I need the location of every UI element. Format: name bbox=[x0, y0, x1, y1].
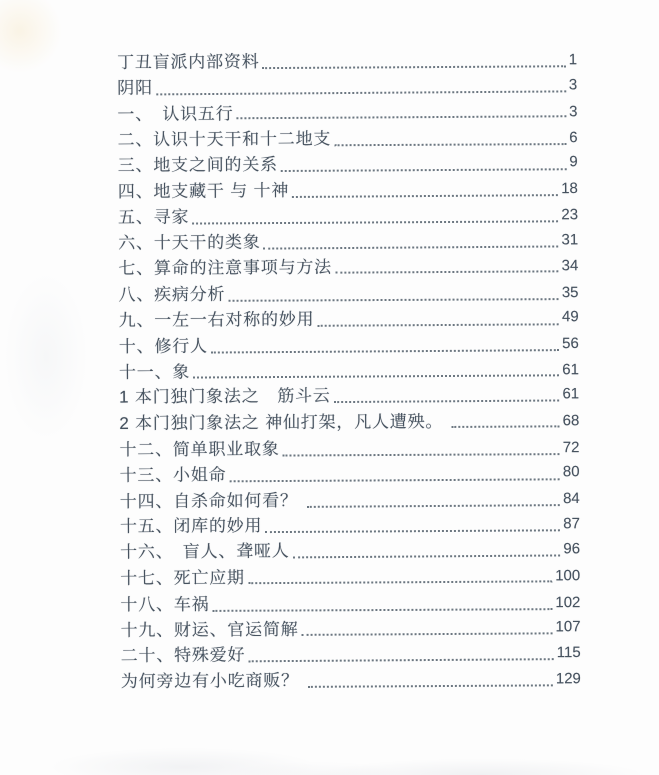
toc-entry bbox=[120, 563, 580, 592]
toc-entry bbox=[120, 536, 580, 565]
dotted-leader bbox=[334, 400, 560, 404]
toc-entry bbox=[118, 227, 578, 256]
toc-entry-page-number: 49 bbox=[561, 308, 579, 326]
dotted-leader bbox=[193, 375, 559, 379]
toc-entry-title: 十八、车祸 bbox=[120, 594, 210, 615]
dotted-leader bbox=[335, 270, 559, 273]
dotted-leader bbox=[334, 143, 566, 146]
toc-entry-page-number: 35 bbox=[561, 284, 579, 302]
toc-entry bbox=[119, 331, 579, 360]
toc-entry-page-number: 80 bbox=[562, 462, 580, 481]
toc-entry-page-number: 1 bbox=[568, 51, 578, 69]
toc-entry-page-number: 6 bbox=[569, 129, 578, 147]
toc-entry-title: 阴阳 bbox=[117, 78, 153, 98]
toc-entry-title: 九、一左一右对称的妙用 bbox=[118, 309, 315, 330]
toc-entry bbox=[118, 202, 578, 231]
dotted-leader bbox=[229, 478, 560, 482]
toc-entry-title: 十七、死亡应期 bbox=[120, 568, 245, 588]
toc-entry-page-number: 56 bbox=[562, 334, 579, 352]
toc-entry-title: 十一、象 bbox=[118, 362, 191, 382]
toc-entry-page-number: 87 bbox=[563, 515, 580, 533]
toc-entry bbox=[119, 408, 579, 437]
dotted-leader bbox=[237, 116, 567, 120]
toc-entry bbox=[118, 150, 578, 179]
toc-entry bbox=[121, 666, 581, 695]
toc-entry-page-number: 61 bbox=[562, 360, 580, 378]
dotted-leader bbox=[317, 323, 559, 326]
toc-entry-title: 2 本门独门象法之 神仙打架，凡人遭殃。 bbox=[119, 412, 449, 434]
toc-entry-title: 十九、财运、官运简解 bbox=[120, 619, 299, 640]
dotted-leader bbox=[293, 554, 561, 558]
toc-entry bbox=[120, 590, 580, 618]
dotted-leader bbox=[248, 580, 552, 584]
toc-entry bbox=[120, 486, 580, 515]
toc-entry-title: 六、十天干的类象 bbox=[118, 232, 261, 253]
toc-entry-page-number: 18 bbox=[561, 179, 578, 198]
toc-entry-page-number: 3 bbox=[568, 102, 578, 120]
toc-entry-title: 七、算命的注意事项与方法 bbox=[118, 258, 333, 279]
toc-entry bbox=[120, 615, 580, 644]
toc-entry-page-number: 9 bbox=[569, 153, 578, 171]
toc-entry-page-number: 31 bbox=[561, 230, 579, 249]
toc-entry bbox=[119, 435, 579, 463]
toc-entry-page-number: 115 bbox=[556, 644, 581, 662]
toc-entry bbox=[119, 382, 579, 411]
toc-entry-title: 十二、简单职业取象 bbox=[119, 439, 280, 460]
dotted-leader bbox=[452, 425, 560, 428]
dotted-leader bbox=[302, 633, 553, 637]
toc-entry bbox=[117, 72, 577, 101]
toc-entry-page-number: 96 bbox=[563, 540, 581, 558]
toc-entry bbox=[118, 176, 578, 205]
toc-entry bbox=[118, 254, 578, 283]
dotted-leader bbox=[248, 658, 553, 662]
toc-entry-title: 十、修行人 bbox=[118, 336, 208, 356]
toc-entry bbox=[121, 640, 581, 669]
toc-entry-title: 三、地支之间的关系 bbox=[117, 155, 278, 176]
table-of-contents bbox=[117, 47, 581, 695]
toc-entry-title: 二十、特殊爱好 bbox=[120, 645, 246, 666]
toc-entry-page-number: 84 bbox=[562, 489, 580, 507]
toc-entry-title: 八、疾病分析 bbox=[118, 284, 226, 305]
toc-entry-page-number: 107 bbox=[555, 617, 581, 635]
dotted-leader bbox=[228, 298, 559, 302]
toc-entry bbox=[117, 125, 577, 153]
dotted-leader bbox=[212, 608, 552, 612]
toc-entry-title: 十六、 盲人、聋哑人 bbox=[119, 541, 290, 562]
toc-entry-page-number: 100 bbox=[555, 567, 581, 585]
toc-entry-title: 一、 认识五行 bbox=[117, 103, 234, 124]
toc-entry-title: 为何旁边有小吃商贩？ bbox=[120, 670, 305, 692]
toc-entry bbox=[119, 305, 579, 334]
toc-entry bbox=[117, 47, 577, 76]
toc-entry-title: 十三、小姐命 bbox=[119, 465, 227, 485]
toc-entry bbox=[117, 99, 577, 128]
toc-entry-page-number: 72 bbox=[562, 438, 580, 457]
dotted-leader bbox=[292, 194, 558, 198]
dotted-leader bbox=[265, 529, 560, 533]
toc-entry-page-number: 102 bbox=[555, 593, 581, 611]
toc-entry-page-number: 23 bbox=[561, 205, 579, 224]
toc-entry-title: 四、地支藏干 与 十神 bbox=[117, 180, 290, 202]
dotted-leader bbox=[283, 453, 560, 456]
dotted-leader bbox=[281, 168, 566, 172]
toc-entry-title: 十四、自杀命如何看？ bbox=[119, 490, 304, 511]
dotted-leader bbox=[306, 503, 560, 507]
toc-entry-page-number: 61 bbox=[562, 385, 580, 403]
toc-entry-title: 二、认识十天干和十二地支 bbox=[117, 129, 332, 150]
toc-entry bbox=[118, 280, 578, 308]
dotted-leader bbox=[307, 684, 552, 687]
dotted-leader bbox=[264, 245, 559, 249]
toc-entry-title: 丁丑盲派内部资料 bbox=[117, 52, 260, 72]
toc-entry-page-number: 3 bbox=[568, 76, 578, 94]
toc-entry-page-number: 34 bbox=[561, 257, 579, 275]
toc-entry-title: 1 本门独门象法之 筋斗云 bbox=[119, 386, 331, 408]
toc-entry-title: 十五、闭库的妙用 bbox=[119, 516, 263, 537]
toc-entry-page-number: 129 bbox=[555, 670, 581, 688]
toc-entry-title: 五、寻家 bbox=[117, 207, 190, 227]
toc-entry-page-number: 68 bbox=[562, 412, 580, 430]
dotted-leader bbox=[192, 220, 558, 224]
dotted-leader bbox=[211, 349, 559, 353]
dotted-leader bbox=[263, 65, 566, 69]
toc-entry bbox=[120, 460, 580, 489]
dotted-leader bbox=[156, 90, 566, 95]
